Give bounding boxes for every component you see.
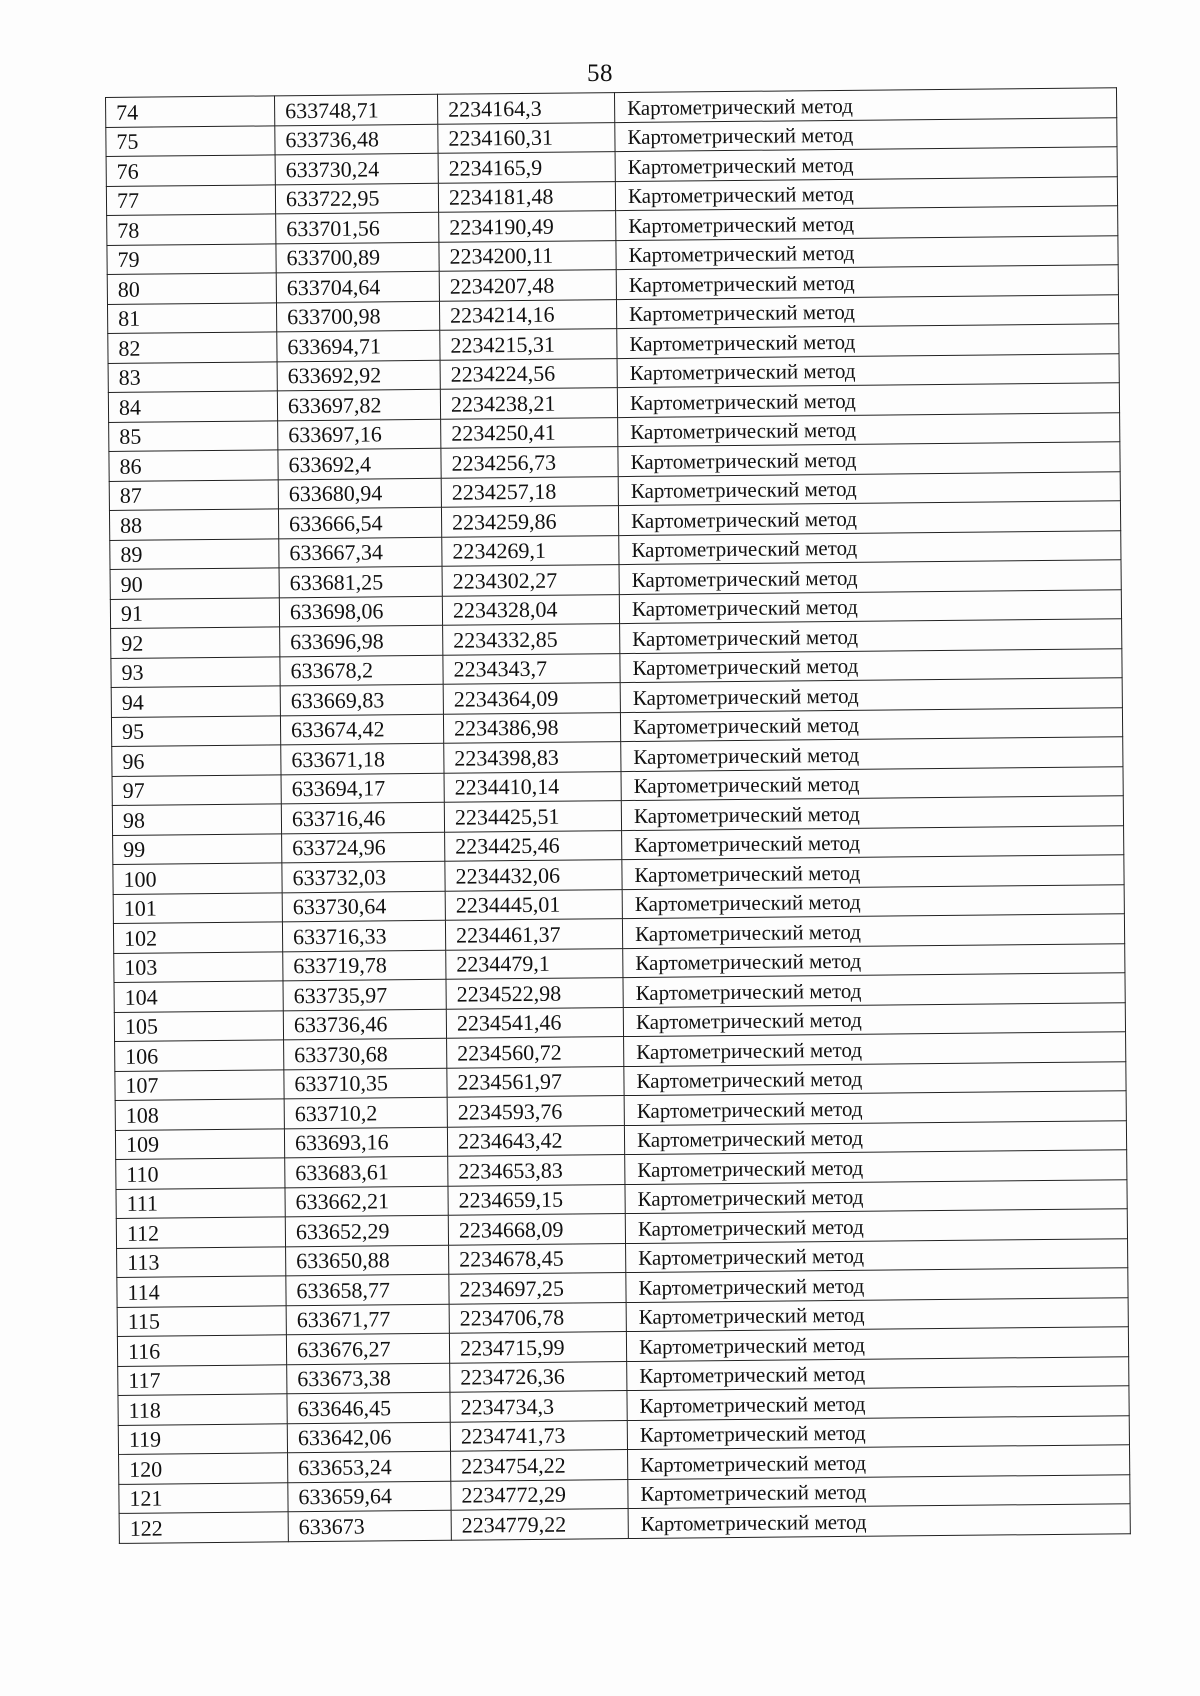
method: Картометрический метод [616,206,1118,240]
point-number: 114 [117,1276,286,1307]
method: Картометрический метод [623,1002,1125,1036]
coordinate-y: 2234697,25 [449,1273,626,1304]
coordinate-x: 633748,71 [274,94,437,125]
coordinate-x: 633716,33 [282,920,445,951]
coordinate-y: 2234653,83 [448,1155,625,1186]
point-number: 85 [109,420,278,451]
coordinate-y: 2234425,46 [445,830,622,861]
point-number: 96 [112,745,281,776]
method: Картометрический метод [622,825,1124,859]
method: Картометрический метод [620,648,1122,682]
coordinate-x: 633667,34 [279,537,442,568]
method: Картометрический метод [615,147,1117,181]
coordinate-y: 2234328,04 [442,594,619,625]
coordinate-y: 2234214,16 [439,299,616,330]
coordinate-y: 2234706,78 [449,1302,626,1333]
point-number: 82 [108,332,277,363]
coordinate-y: 2234715,99 [449,1332,626,1363]
point-number: 97 [112,774,281,805]
coordinate-y: 2234181,48 [438,181,615,212]
point-number: 122 [119,1512,288,1543]
point-number: 75 [106,125,275,156]
coordinate-x: 633642,06 [287,1422,450,1453]
coordinate-x: 633659,64 [288,1481,451,1512]
coordinate-y: 2234561,97 [447,1066,624,1097]
coordinate-x: 633693,16 [284,1127,447,1158]
method: Картометрический метод [619,589,1121,623]
coordinate-x: 633650,88 [286,1245,449,1276]
point-number: 100 [113,863,282,894]
point-number: 103 [114,951,283,982]
coordinate-x: 633719,78 [283,950,446,981]
coordinate-x: 633683,61 [285,1156,448,1187]
coordinate-x: 633732,03 [282,861,445,892]
coordinate-y: 2234207,48 [439,270,616,301]
coordinate-x: 633662,21 [285,1186,448,1217]
coordinate-x: 633652,29 [285,1215,448,1246]
coordinate-x: 633694,71 [277,330,440,361]
method: Картометрический метод [620,678,1122,712]
coordinate-x: 633710,35 [284,1068,447,1099]
coordinate-y: 2234772,29 [451,1479,628,1510]
point-number: 117 [118,1364,287,1395]
point-number: 116 [117,1335,286,1366]
point-number: 84 [108,391,277,422]
point-number: 121 [119,1482,288,1513]
coordinate-y: 2234256,73 [441,447,618,478]
point-number: 94 [111,686,280,717]
point-number: 93 [111,656,280,687]
coordinate-y: 2234754,22 [451,1450,628,1481]
method: Картометрический метод [625,1179,1127,1213]
coordinate-x: 633676,27 [286,1333,449,1364]
method: Картометрический метод [622,914,1124,948]
coordinate-x: 633673 [288,1510,451,1541]
method: Картометрический метод [628,1474,1130,1508]
method: Картометрический метод [624,1032,1126,1066]
coordinate-x: 633646,45 [287,1392,450,1423]
coordinate-y: 2234779,22 [451,1509,628,1540]
method: Картометрический метод [617,353,1119,387]
point-number: 74 [106,96,275,127]
point-number: 98 [112,804,281,835]
point-number: 80 [107,273,276,304]
coordinate-y: 2234302,27 [442,565,619,596]
coordinate-y: 2234461,37 [445,919,622,950]
method: Картометрический метод [620,707,1122,741]
method: Картометрический метод [622,884,1124,918]
method: Картометрический метод [621,766,1123,800]
point-number: 111 [116,1187,285,1218]
point-number: 86 [109,450,278,481]
method: Картометрический метод [618,442,1120,476]
coordinate-y: 2234643,42 [447,1125,624,1156]
coordinate-x: 633722,95 [275,183,438,214]
coordinate-x: 633694,17 [281,773,444,804]
coordinate-y: 2234190,49 [439,211,616,242]
coordinate-x: 633666,54 [278,507,441,538]
point-number: 108 [115,1099,284,1130]
coordinate-x: 633692,92 [277,360,440,391]
coordinate-y: 2234734,3 [450,1391,627,1422]
coordinate-y: 2234332,85 [443,624,620,655]
coordinate-y: 2234425,51 [444,801,621,832]
coordinate-x: 633680,94 [278,478,441,509]
coordinate-y: 2234160,31 [438,122,615,153]
coordinate-y: 2234593,76 [447,1096,624,1127]
method: Картометрический метод [614,88,1116,122]
coordinate-x: 633730,64 [282,891,445,922]
point-number: 104 [114,981,283,1012]
point-number: 88 [109,509,278,540]
coordinate-y: 2234343,7 [443,653,620,684]
coordinate-x: 633678,2 [280,655,443,686]
method: Картометрический метод [618,412,1120,446]
method: Картометрический метод [627,1415,1129,1449]
point-number: 81 [107,302,276,333]
coordinate-x: 633736,48 [275,124,438,155]
coordinate-y: 2234410,14 [444,771,621,802]
coordinate-x: 633674,42 [280,714,443,745]
coordinate-y: 2234445,01 [445,889,622,920]
point-number: 87 [109,479,278,510]
method: Картометрический метод [625,1209,1127,1243]
coordinate-x: 633704,64 [276,271,439,302]
coordinate-y: 2234250,41 [441,417,618,448]
method: Картометрический метод [621,737,1123,771]
point-number: 113 [117,1246,286,1277]
coordinate-y: 2234259,86 [441,506,618,537]
point-number: 91 [110,597,279,628]
coordinate-x: 633692,4 [278,448,441,479]
method: Картометрический метод [625,1150,1127,1184]
coordinate-x: 633710,2 [284,1097,447,1128]
coordinate-x: 633730,68 [284,1038,447,1069]
coordinate-x: 633669,83 [280,684,443,715]
point-number: 83 [108,361,277,392]
method: Картометрический метод [616,265,1118,299]
coordinate-x: 633673,38 [287,1363,450,1394]
coordinate-y: 2234364,09 [443,683,620,714]
coordinate-x: 633700,89 [276,242,439,273]
method: Картометрический метод [628,1504,1130,1538]
method: Картометрический метод [627,1386,1129,1420]
point-number: 105 [114,1010,283,1041]
coordinate-x: 633658,77 [286,1274,449,1305]
coordinate-y: 2234398,83 [444,742,621,773]
point-number: 95 [111,715,280,746]
method: Картометрический метод [615,117,1117,151]
coordinate-x: 633671,77 [286,1304,449,1335]
method: Картометрический метод [619,530,1121,564]
point-number: 76 [106,155,275,186]
coordinate-y: 2234386,98 [443,712,620,743]
coordinate-y: 2234479,1 [446,948,623,979]
coordinate-x: 633736,46 [283,1009,446,1040]
coordinate-y: 2234560,72 [447,1037,624,1068]
point-number: 101 [113,892,282,923]
point-number: 99 [113,833,282,864]
coordinate-y: 2234741,73 [450,1420,627,1451]
point-number: 90 [110,568,279,599]
method: Картометрический метод [619,560,1121,594]
coordinate-y: 2234522,98 [446,978,623,1009]
point-number: 109 [115,1128,284,1159]
coordinate-x: 633735,97 [283,979,446,1010]
coordinate-x: 633671,18 [281,743,444,774]
point-number: 107 [115,1069,284,1100]
method: Картометрический метод [623,973,1125,1007]
point-number: 102 [113,922,282,953]
method: Картометрический метод [624,1091,1126,1125]
coordinates-table-body [106,88,1131,1543]
method: Картометрический метод [626,1238,1128,1272]
point-number: 92 [111,627,280,658]
coordinate-x: 633700,98 [276,301,439,332]
coordinate-y: 2234678,45 [449,1243,626,1274]
coordinate-y: 2234215,31 [440,329,617,360]
method: Картометрический метод [617,324,1119,358]
method: Картометрический метод [626,1327,1128,1361]
method: Картометрический метод [626,1268,1128,1302]
coordinate-y: 2234432,06 [445,860,622,891]
coordinate-y: 2234224,56 [440,358,617,389]
coordinate-x: 633681,25 [279,566,442,597]
method: Картометрический метод [622,855,1124,889]
method: Картометрический метод [624,1061,1126,1095]
method: Картометрический метод [621,796,1123,830]
coordinate-y: 2234200,11 [439,240,616,271]
method: Картометрический метод [627,1356,1129,1390]
method: Картометрический метод [618,471,1120,505]
method: Картометрический метод [615,176,1117,210]
point-number: 89 [110,538,279,569]
point-number: 115 [117,1305,286,1336]
point-number: 118 [118,1394,287,1425]
coordinates-table [105,87,1131,1543]
point-number: 120 [119,1453,288,1484]
coordinate-x: 633730,24 [275,153,438,184]
coordinate-y: 2234164,3 [437,93,614,124]
point-number: 77 [106,184,275,215]
coordinate-x: 633698,06 [279,596,442,627]
method: Картометрический метод [616,235,1118,269]
coordinate-x: 633697,16 [278,419,441,450]
point-number: 112 [116,1217,285,1248]
coordinate-y: 2234238,21 [440,388,617,419]
coordinate-x: 633716,46 [281,802,444,833]
coordinate-y: 2234165,9 [438,152,615,183]
point-number: 79 [107,243,276,274]
coordinate-y: 2234726,36 [450,1361,627,1392]
coordinate-y: 2234257,18 [441,476,618,507]
point-number: 106 [115,1040,284,1071]
method: Картометрический метод [628,1445,1130,1479]
method: Картометрический метод [618,501,1120,535]
coordinate-x: 633697,82 [277,389,440,420]
coordinate-x: 633696,98 [280,625,443,656]
point-number: 119 [118,1423,287,1454]
coordinate-x: 633701,56 [276,212,439,243]
method: Картометрический метод [626,1297,1128,1331]
coordinate-y: 2234269,1 [442,535,619,566]
method: Картометрический метод [616,294,1118,328]
point-number: 110 [116,1158,285,1189]
method: Картометрический метод [620,619,1122,653]
point-number: 78 [107,214,276,245]
method: Картометрический метод [623,943,1125,977]
method: Картометрический метод [617,383,1119,417]
coordinate-y: 2234541,46 [446,1007,623,1038]
coordinate-y: 2234668,09 [448,1214,625,1245]
coordinate-x: 633653,24 [288,1451,451,1482]
coordinate-x: 633724,96 [282,832,445,863]
page-number: 58 [587,60,613,87]
coordinate-y: 2234659,15 [448,1184,625,1215]
method: Картометрический метод [624,1120,1126,1154]
